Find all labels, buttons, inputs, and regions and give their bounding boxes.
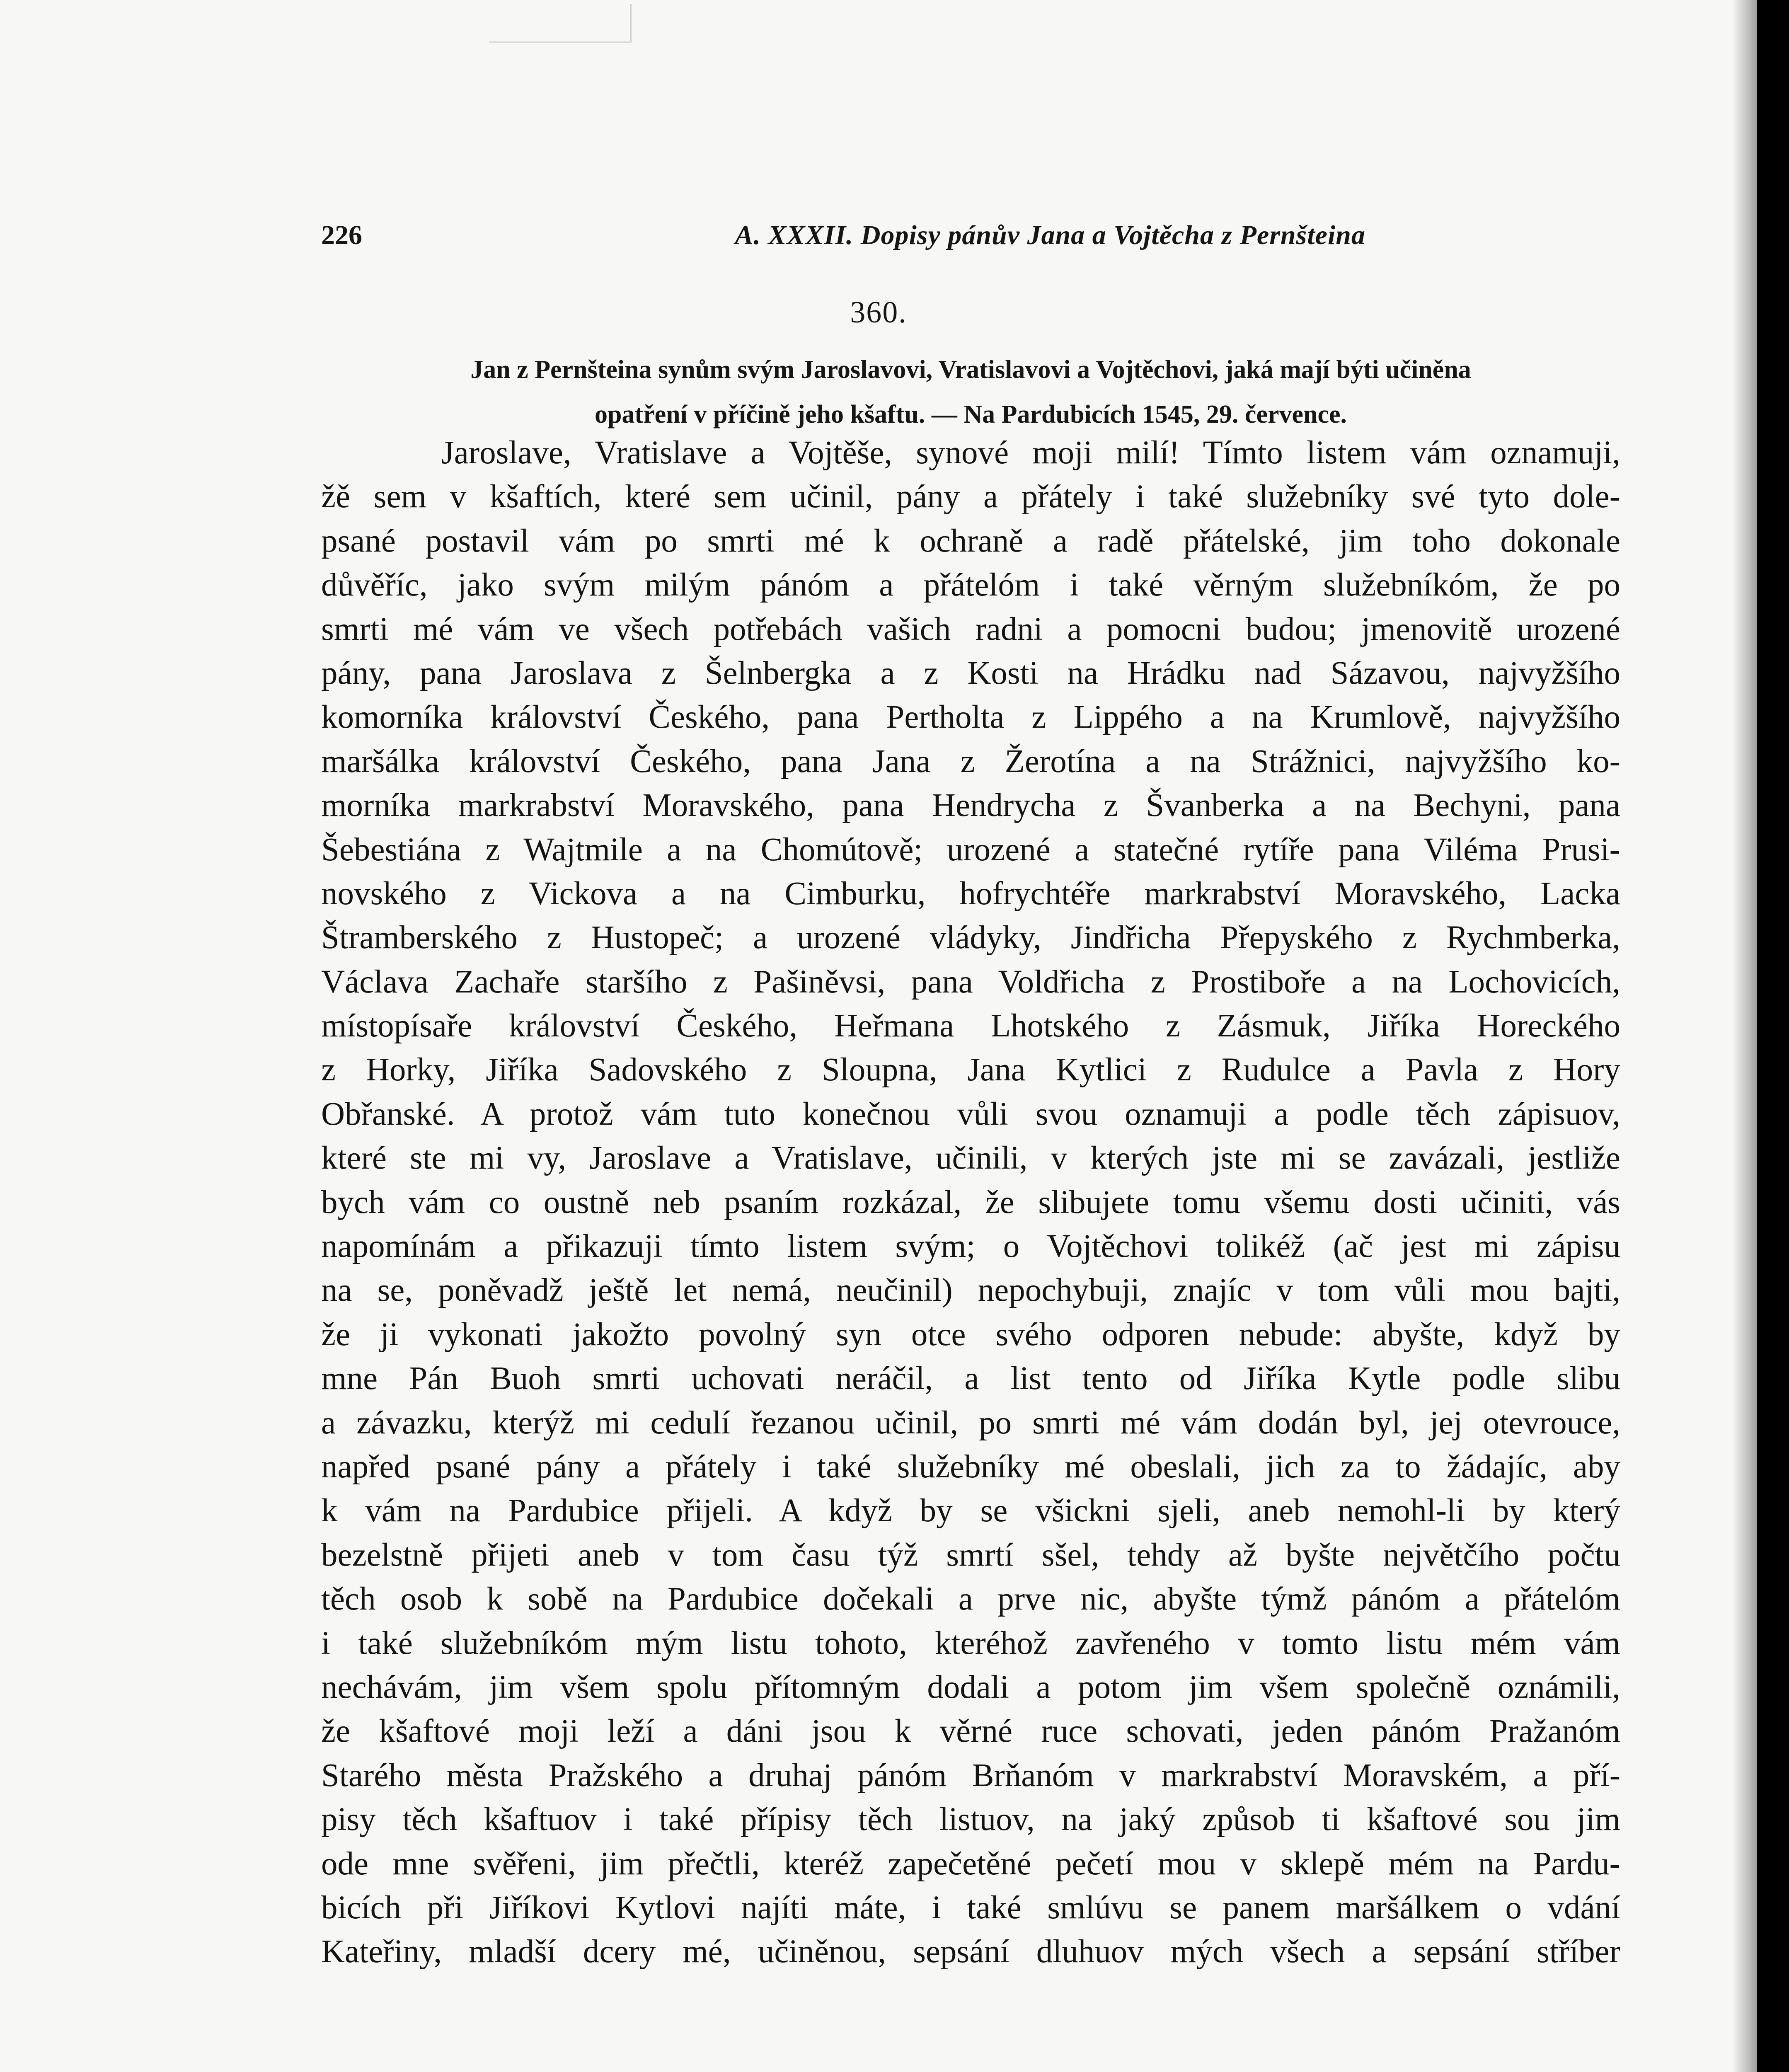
body-line: napřed psané pány a přátely i také služebníky mé obeslali, jich za to žádajíc, aby	[321, 1448, 1620, 1485]
body-line: maršálka království Českého, pana Jana z Žerotína a na Strážnici, najvyžšího ko-	[321, 743, 1620, 779]
page-number: 226	[321, 220, 362, 250]
body-line: pány, pana Jaroslava z Šelnbergka a z Kosti na Hrádku nad Sázavou, najvyžšího	[321, 655, 1620, 691]
document-summary	[321, 347, 1620, 437]
summary-line: opatření v příčině jeho kšaftu. — Na Pardubicích 1545, 29. července.	[594, 400, 1347, 428]
body-line: že ji vykonati jakožto povolný syn otce svého odporen nebude: abyšte, když by	[321, 1316, 1620, 1353]
page-header	[321, 220, 1365, 265]
summary-line: Jan z Pernšteina synům svým Jaroslavovi, Vratislavovi a Vojtěchovi, jaká mají býti učiněna	[470, 356, 1471, 384]
body-line: novského z Vickova a na Cimburku, hofrychtéře markrabství Moravského, Lacka	[321, 875, 1620, 912]
body-line: morníka markrabství Moravského, pana Hendrycha z Švanberka a na Bechyni, pana	[321, 787, 1620, 824]
body-line: že kšaftové moji leží a dáni jsou k věrné ruce schovati, jeden pánóm Pražanóm	[321, 1713, 1620, 1750]
body-line: mne Pán Buoh smrti uchovati neráčil, a list tento od Jiříka Kytle podle slibu	[321, 1360, 1620, 1397]
body-line: i také služebníkóm mým listu tohoto, kteréhož zavřeného v tomto listu mém vám	[321, 1625, 1620, 1661]
body-line: napomínám a přikazuji tímto listem svým; o Vojtěchovi tolikéž (ač jest mi zápisu	[321, 1228, 1620, 1265]
body-line: psané postavil vám po smrti mé k ochraně a radě přátelské, jim toho dokonale	[321, 523, 1620, 559]
body-line: k vám na Pardubice přijeli. A když by se všickni sjeli, aneb nemohl-li by který	[321, 1493, 1620, 1529]
body-line: smrti mé vám ve všech potřebách vašich radni a pomocni budou; jmenovitě urozené	[321, 611, 1620, 647]
body-line: bicích při Jiříkovi Kytlovi najíti máte, i také smlúvu se panem maršálkem o vdání	[321, 1889, 1620, 1926]
body-line: bych vám co oustně neb psaním rozkázal, že slibujete tomu všemu dosti učiniti, vás	[321, 1184, 1620, 1220]
body-line: Obřanské. A protož vám tuto konečnou vůli svou oznamuji a podle těch zápisuov,	[321, 1096, 1620, 1132]
body-line: pisy těch kšaftuov i také přípisy těch listuov, na jaký způsob ti kšaftové sou jim	[321, 1801, 1620, 1838]
body-line: důvěříc, jako svým milým pánóm a přátelóm i také věrným služebníkóm, že po	[321, 567, 1620, 603]
body-line: místopísaře království Českého, Heřmana Lhotského z Zásmuk, Jiříka Horeckého	[321, 1008, 1620, 1044]
running-title: A. XXXII. Dopisy pánův Jana a Vojtěcha z Pernšteina	[735, 220, 1365, 250]
document-number: 360.	[850, 295, 907, 329]
body-line: nechávám, jim všem spolu přítomným dodali a potom jim všem společně oznámili,	[321, 1669, 1620, 1705]
bleed-through-mark	[489, 4, 632, 43]
body-line: Kateřiny, mladší dcery mé, učiněnou, sepsání dluhuov mých všech a sepsání stříber	[321, 1934, 1620, 1970]
body-line: z Horky, Jiříka Sadovského z Sloupna, Jana Kytlici z Rudulce a Pavla z Hory	[321, 1052, 1620, 1088]
body-line: které ste mi vy, Jaroslave a Vratislave, učinili, v kterých jste mi se zavázali, jestliže	[321, 1140, 1620, 1176]
body-line: ode mne svěřeni, jim přečtli, kteréž zapečetěné pečetí mou v sklepě mém na Pardu-	[321, 1845, 1620, 1882]
body-line: žě sem v kšaftích, které sem učinil, pány a přátely i také služebníky své tyto dole-	[321, 479, 1620, 515]
body-line: Starého města Pražského a druhaj pánóm Brňanóm v markrabství Moravském, a pří-	[321, 1757, 1620, 1794]
body-line: Štramberského z Hustopeč; a urozené vládyky, Jindřicha Přepyského z Rychmberka,	[321, 920, 1620, 956]
body-line: na se, poněvadž ještě let nemá, neučinil) nepochybuji, znajíc v tom vůli mou bajti,	[321, 1272, 1620, 1309]
body-line: těch osob k sobě na Pardubice dočekali a prve nic, abyšte týmž pánóm a přátelóm	[321, 1581, 1620, 1617]
body-line: Václava Zachaře staršího z Pašiněvsi, pana Voldřicha z Prostiboře a na Lochovicích,	[321, 963, 1620, 1000]
body-line: a závazku, kterýž mi cedulí řezanou učinil, po smrti mé vám dodán byl, jej otevrouce,	[321, 1404, 1620, 1441]
body-line: Šebestiána z Wajtmile a na Chomútově; urozené a statečné rytíře pana Viléma Prusi-	[321, 831, 1620, 868]
letter-body	[321, 431, 1620, 1974]
body-line: komorníka království Českého, pana Pertholta z Lippého a na Krumlově, najvyžšího	[321, 699, 1620, 736]
body-line: bezelstně přijeti aneb v tom času týž smrtí sšel, tehdy až byšte největčího počtu	[321, 1537, 1620, 1573]
body-line: Jaroslave, Vratislave a Vojtěše, synové moji milí! Tímto listem vám oznamuji,	[441, 435, 1620, 471]
